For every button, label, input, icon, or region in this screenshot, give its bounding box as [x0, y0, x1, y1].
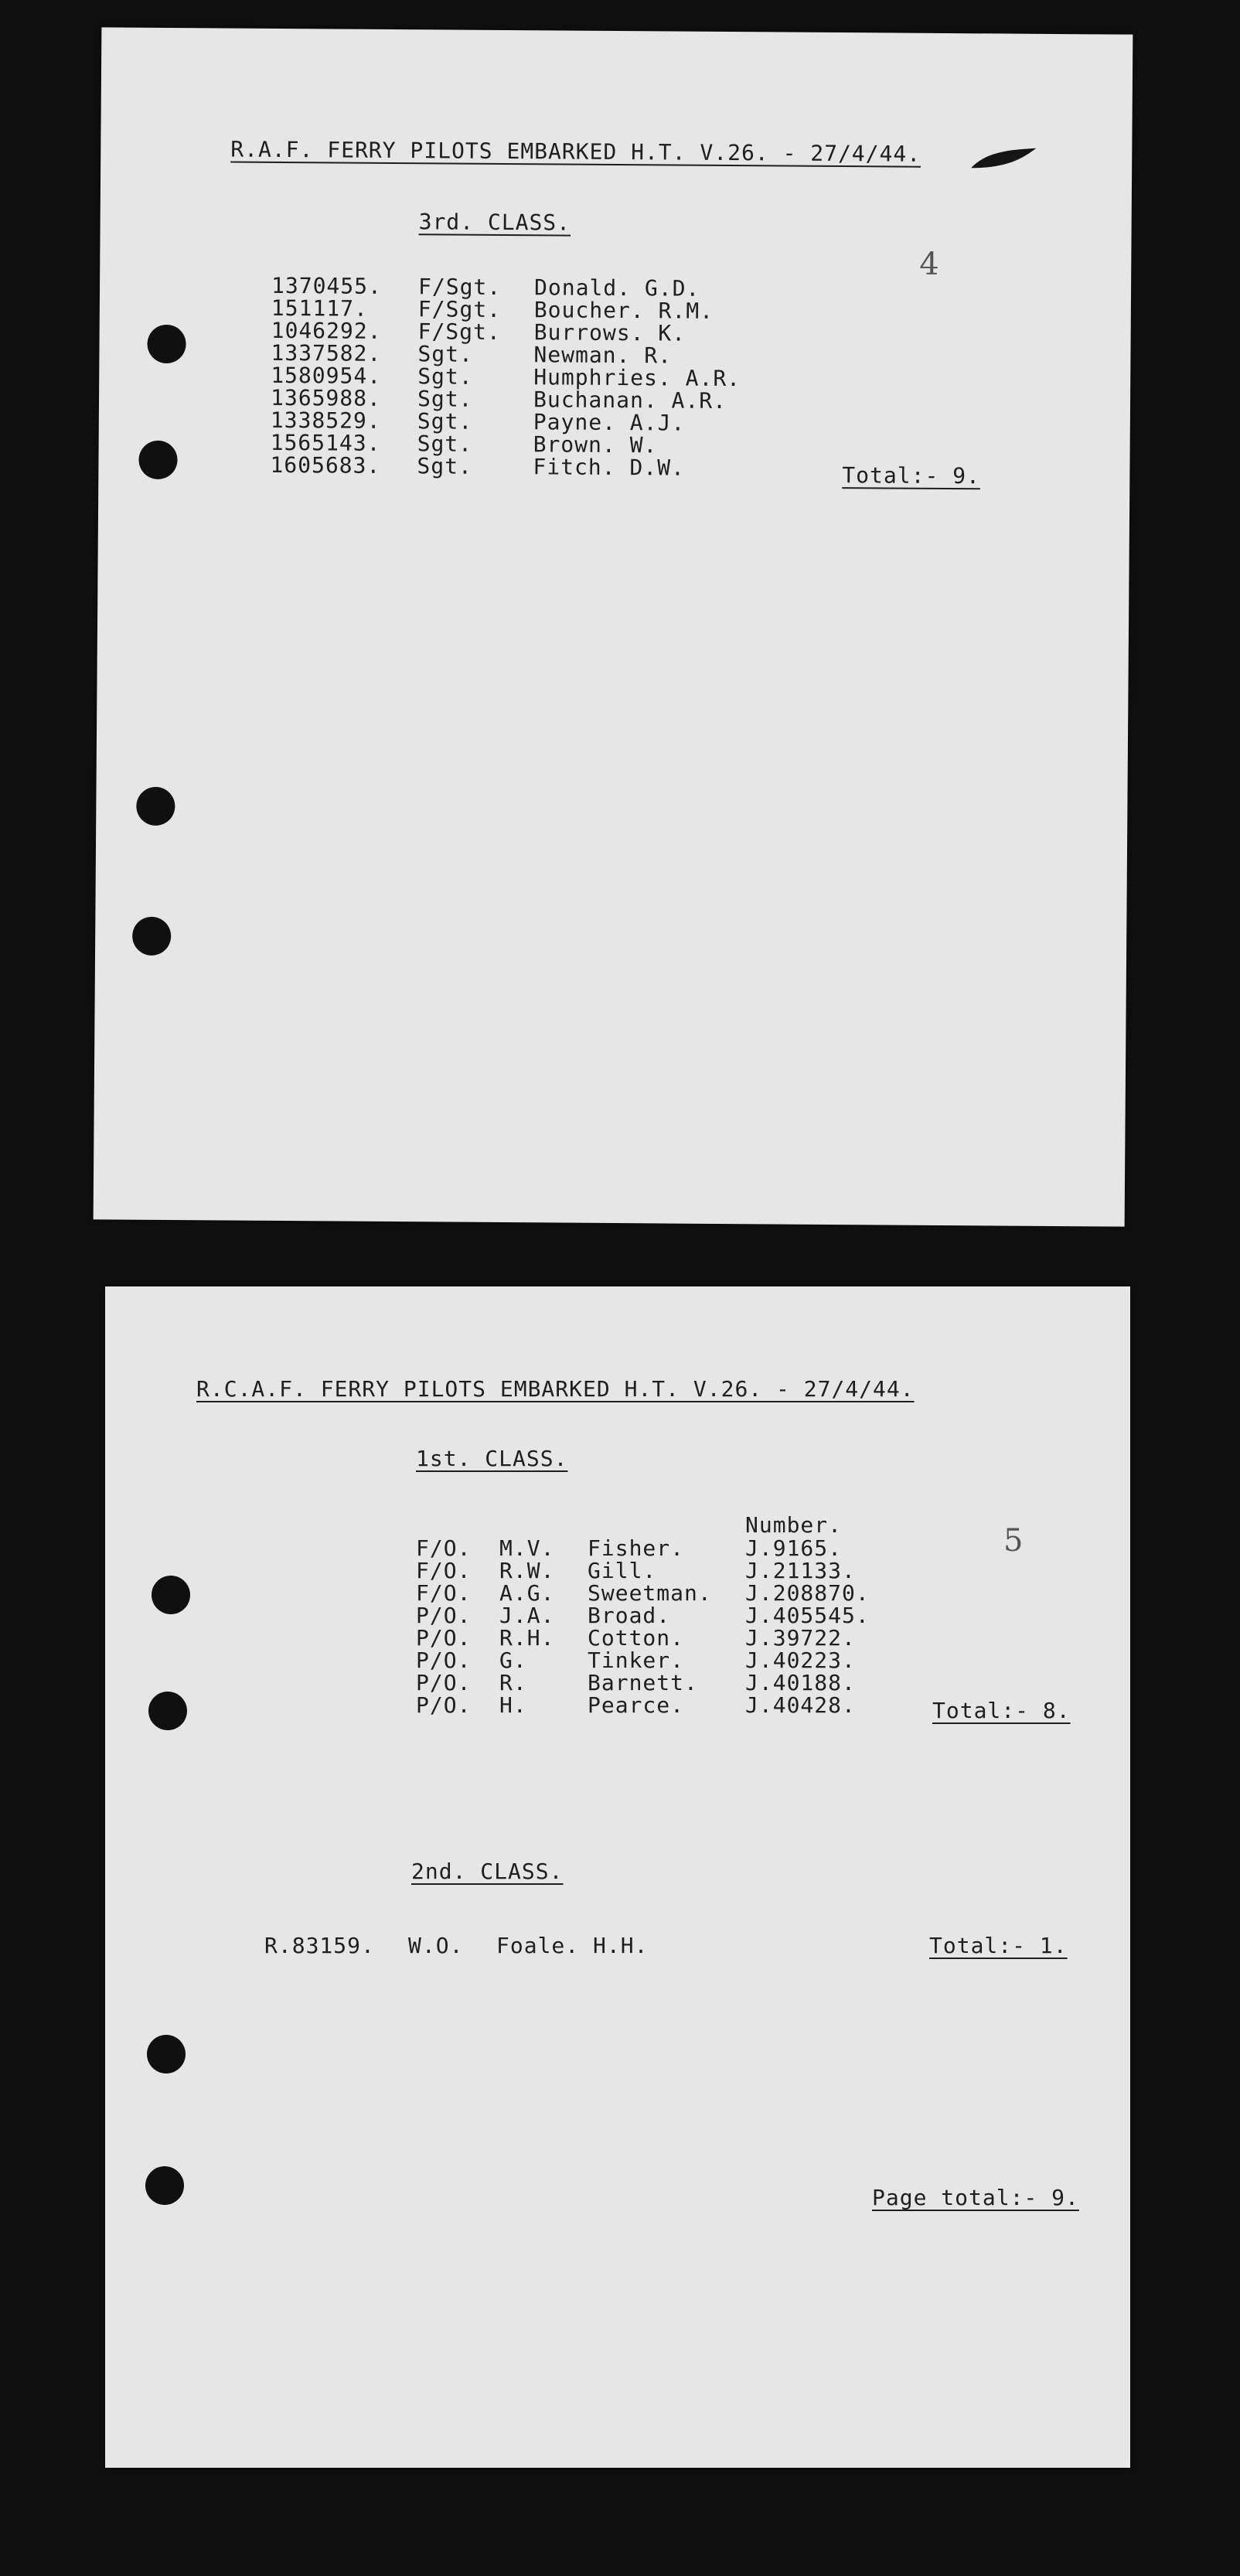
class-heading: 1st. CLASS. [416, 1446, 568, 1471]
class-heading: 2nd. CLASS. [411, 1859, 564, 1884]
person-name: Humphries. A.R. [533, 364, 741, 392]
page-total: Page total:- 9. [872, 2185, 1079, 2210]
initials: J.A. [499, 1603, 555, 1628]
person-name: Broad. [588, 1603, 671, 1628]
person-name: Payne. A.J. [533, 409, 686, 436]
rank: F/O. [416, 1535, 472, 1561]
service-number: 1580954. [271, 362, 382, 389]
person-name: Barnett. [588, 1670, 698, 1695]
service-number: 1337582. [271, 339, 382, 366]
rank: Sgt. [417, 408, 473, 434]
service-number: 1605683. [270, 451, 381, 479]
rank: P/O. [416, 1647, 472, 1673]
person-name: Donald. G.D. [533, 274, 700, 302]
initials: R.H. [499, 1625, 555, 1651]
service-number: J.405545. [745, 1603, 870, 1628]
service-number: J.208870. [745, 1580, 870, 1606]
rank: F/O. [416, 1558, 472, 1583]
rank: F/Sgt. [417, 296, 502, 322]
punch-hole [148, 1692, 187, 1730]
handwritten-page-number: 5 [1003, 1523, 1024, 1559]
column-header-number: Number. [745, 1512, 843, 1538]
rank: Sgt. [417, 341, 474, 367]
class-total: Total:- 1. [929, 1933, 1068, 1958]
rank: P/O. [416, 1625, 472, 1651]
page-title: R.C.A.F. FERRY PILOTS EMBARKED H.T. V.26. - 27/4/44. [196, 1376, 915, 1402]
person-name: Fisher. [588, 1535, 685, 1561]
service-number: J.40223. [745, 1647, 856, 1673]
rank: P/O. [416, 1603, 472, 1628]
person-name: Fitch. D.W. [533, 454, 685, 481]
punch-hole [145, 2166, 184, 2205]
handwritten-page-number: 4 [919, 246, 939, 282]
initials: M.V. [499, 1535, 555, 1561]
punch-hole [147, 2035, 186, 2073]
service-number: 1338529. [270, 407, 381, 434]
ink-smudge [969, 146, 1039, 173]
service-number: 1365988. [270, 384, 382, 411]
rank: F/Sgt. [417, 319, 501, 345]
person-name: Buchanan. A.R. [533, 387, 727, 414]
initials: R.W. [499, 1558, 555, 1583]
person-name: Sweetman. [588, 1580, 712, 1606]
rank: Sgt. [417, 386, 473, 412]
service-number: J.40188. [745, 1670, 856, 1695]
punch-hole [152, 1576, 190, 1614]
person-name: Tinker. [588, 1647, 685, 1673]
person-name: Pearce. [588, 1692, 685, 1718]
service-number: 151117. [271, 295, 368, 322]
rank: P/O. [416, 1670, 472, 1695]
initials: H. [499, 1692, 527, 1718]
punch-hole [136, 787, 175, 826]
rank: F/Sgt. [417, 274, 502, 300]
person-name: Foale. H.H. [496, 1933, 649, 1958]
rank: Sgt. [417, 431, 473, 457]
service-number: J.21133. [745, 1558, 856, 1583]
rank: F/O. [416, 1580, 472, 1606]
rank: W.O. [408, 1933, 464, 1958]
person-name: Cotton. [588, 1625, 685, 1651]
service-number: R.83159. [264, 1933, 375, 1958]
initials: G. [499, 1647, 527, 1673]
punch-hole [147, 325, 186, 363]
page-title: R.A.F. FERRY PILOTS EMBARKED H.T. V.26. - 27/4/44. [230, 136, 921, 167]
person-name: Boucher. R.M. [533, 297, 714, 324]
document-page-1 [94, 27, 1133, 1226]
person-name: Newman. R. [533, 342, 673, 369]
punch-hole [132, 917, 171, 956]
person-name: Brown. W. [533, 431, 658, 458]
service-number: J.9165. [745, 1535, 843, 1561]
initials: R. [499, 1670, 527, 1695]
service-number: 1565143. [270, 429, 381, 456]
rank: P/O. [416, 1692, 472, 1718]
person-name: Gill. [588, 1558, 657, 1583]
class-heading: 3rd. CLASS. [418, 209, 571, 236]
class-total: Total:- 8. [932, 1698, 1071, 1723]
class-total: Total:- 9. [842, 462, 981, 489]
service-number: J.39722. [745, 1625, 856, 1651]
rank: Sgt. [417, 363, 473, 390]
service-number: 1370455. [271, 272, 383, 299]
initials: A.G. [499, 1580, 555, 1606]
punch-hole [138, 441, 177, 479]
service-number: 1046292. [271, 317, 382, 344]
service-number: J.40428. [745, 1692, 856, 1718]
document-page-2 [105, 1286, 1130, 2468]
rank: Sgt. [417, 453, 472, 479]
person-name: Burrows. K. [533, 319, 686, 346]
